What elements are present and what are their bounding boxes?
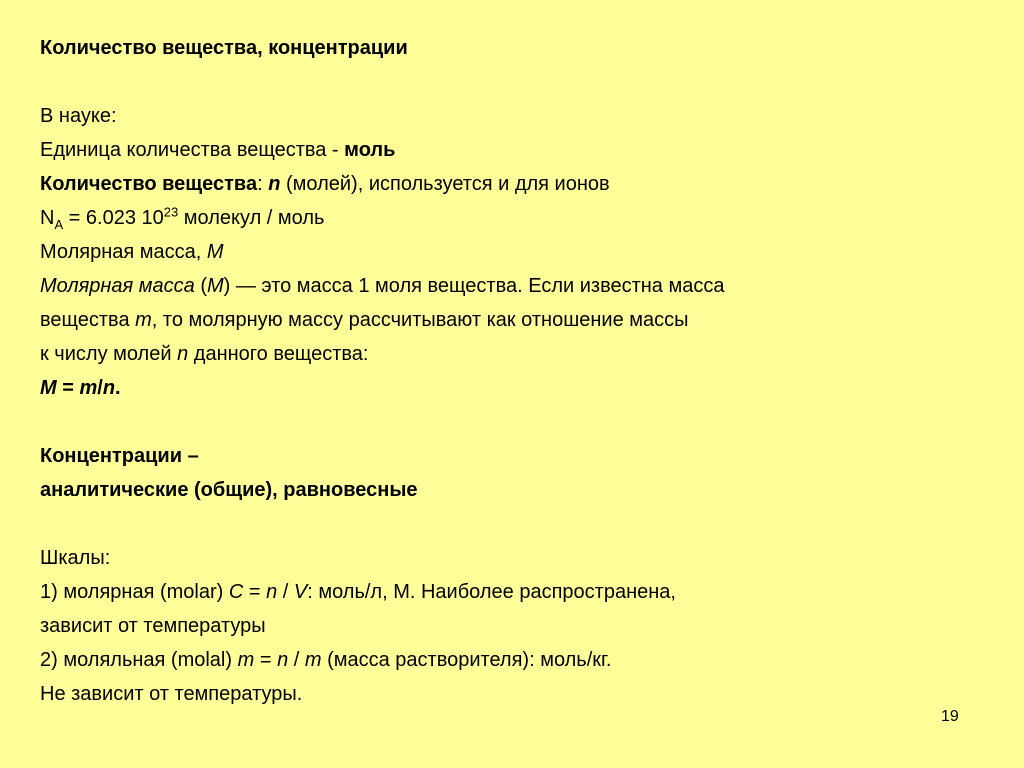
scale-item-molar (40, 575, 1000, 609)
scale-text: 1) молярная (molar) (40, 581, 229, 603)
definition-symbol-mass: m (135, 309, 152, 331)
avogadro-symbol: N (40, 207, 55, 229)
scale-symbol-m: m (304, 649, 322, 671)
formula-M: M (40, 377, 57, 399)
unit-name: моль (344, 139, 396, 161)
formula-slash: / (97, 377, 103, 399)
definition-line-1 (40, 269, 1000, 303)
scale-text: / (288, 649, 305, 671)
intro-line: В науке: (40, 105, 117, 127)
formula-m: m (79, 377, 98, 399)
definition-text: , то молярную массу рассчитывают как отношение массы (151, 309, 689, 331)
formula-n: n (102, 377, 116, 399)
spacer (40, 405, 1000, 439)
scales-label: Шкалы: (40, 547, 111, 569)
scale-text: : моль/л, М. Наиболее распространена, (307, 581, 676, 603)
avogadro-unit: молекул / моль (178, 207, 325, 229)
scale-text: / (277, 581, 294, 603)
definition-text: к числу молей (40, 343, 178, 365)
avogadro-line (40, 201, 1000, 235)
spacer (40, 507, 1000, 541)
scale-symbol-v: V (293, 581, 308, 603)
definition-symbol-m: M (206, 275, 224, 297)
amount-symbol: n (268, 173, 281, 195)
formula-eq: = (56, 377, 80, 399)
avogadro-subscript: A (54, 217, 64, 232)
molar-mass-formula (40, 371, 1000, 405)
slide-title: Количество вещества, концентрации (40, 37, 408, 59)
scale-symbol-m: m (237, 649, 255, 671)
slide-content (40, 31, 1000, 711)
spacer (40, 65, 1000, 99)
molar-mass-text: Молярная масса, (40, 241, 207, 263)
scale-item-molal (40, 643, 1000, 677)
scale-item-molal-cont: Не зависит от температуры. (40, 683, 303, 705)
definition-text: вещества (40, 309, 136, 331)
concentrations-heading: Концентрации – (40, 445, 199, 467)
avogadro-value: = 6.023 10 (63, 207, 164, 229)
definition-text: ) — это масса 1 моля вещества. Если известна масса (223, 275, 725, 297)
definition-symbol-n: n (177, 343, 189, 365)
scale-symbol-c: C (228, 581, 244, 603)
amount-rest: (молей), используется и для ионов (280, 173, 610, 195)
scale-text: = (243, 581, 267, 603)
definition-term: Молярная масса (40, 275, 195, 297)
formula-dot: . (115, 377, 121, 399)
molar-mass-symbol: M (206, 241, 224, 263)
definition-line-3 (40, 337, 1000, 371)
amount-sep: : (257, 173, 269, 195)
scale-symbol-n: n (266, 581, 278, 603)
definition-line-2 (40, 303, 1000, 337)
scale-item-molar-cont: зависит от температуры (40, 615, 266, 637)
avogadro-exponent: 23 (163, 204, 179, 220)
unit-line (40, 133, 1000, 167)
amount-line (40, 167, 1000, 201)
unit-line-text: Единица количества вещества - (40, 139, 345, 161)
scale-text: = (254, 649, 278, 671)
molar-mass-line (40, 235, 1000, 269)
amount-label: Количество вещества (40, 173, 258, 195)
scale-text: (масса растворителя): моль/кг. (321, 649, 612, 671)
scale-text: 2) моляльная (molal) (40, 649, 238, 671)
definition-text: данного вещества: (188, 343, 369, 365)
concentrations-subheading: аналитические (общие), равновесные (40, 479, 418, 501)
scale-symbol-n: n (277, 649, 289, 671)
page-number: 19 (941, 708, 959, 725)
definition-text: ( (194, 275, 207, 297)
